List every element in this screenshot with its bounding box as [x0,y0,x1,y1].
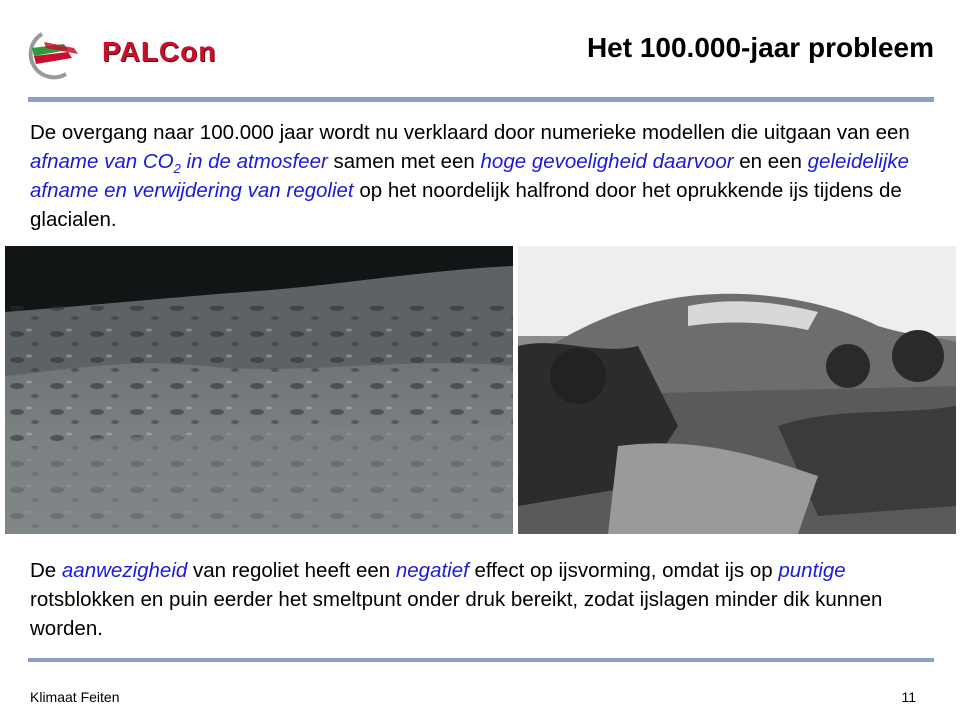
highlight-co2-text: afname van CO [30,150,174,173]
palcon-hands-logo-icon [24,28,104,80]
moon-regolith-photo-icon [5,246,513,534]
top-divider [28,97,934,102]
highlight-presence: aanwezigheid [61,559,188,582]
highlight-sensitivity: hoge gevoeligheid daarvoor [480,150,734,173]
highlight-co2 [30,150,328,177]
text-segment: en een [733,150,808,173]
rocky-landscape-photo-icon [518,246,956,534]
subscript-2: 2 [173,161,181,177]
highlight-regolith-removal: geleidelijke afname en verwijdering van regoliet [30,150,910,202]
text-segment: van regoliet heeft een [187,559,396,582]
page-number: 11 [901,689,916,705]
rocky-landscape-photo [518,246,956,534]
moon-regolith-photo [5,246,513,534]
text-segment: rotsblokken en puin eerder het smeltpunt onder druk bereikt, zodat ijslagen minder dik kunnen worden. [30,588,883,640]
text-segment: De [30,559,62,582]
palcon-logo [24,28,217,80]
paragraph-intro [30,118,935,234]
paragraph-regolith-effect [30,556,935,643]
text-segment: De overgang naar 100.000 jaar wordt nu verklaard door numerieke modellen die uitgaan van een [30,121,910,144]
logo-text: PALCon [102,36,217,67]
text-segment: effect op ijsvorming, omdat ijs op [468,559,779,582]
footer-source: Klimaat Feiten [30,689,120,705]
text-segment: op het noordelijk halfrond door het oprukkende ijs tijdens de glacialen. [30,179,902,231]
bottom-divider [28,658,934,662]
highlight-negative: negatief [395,559,469,582]
highlight-pointed: puntige [778,559,846,582]
text-segment: samen met een [327,150,481,173]
page-title: Het 100.000-jaar probleem [586,32,934,63]
highlight-co2-tail: in de atmosfeer [180,150,328,173]
